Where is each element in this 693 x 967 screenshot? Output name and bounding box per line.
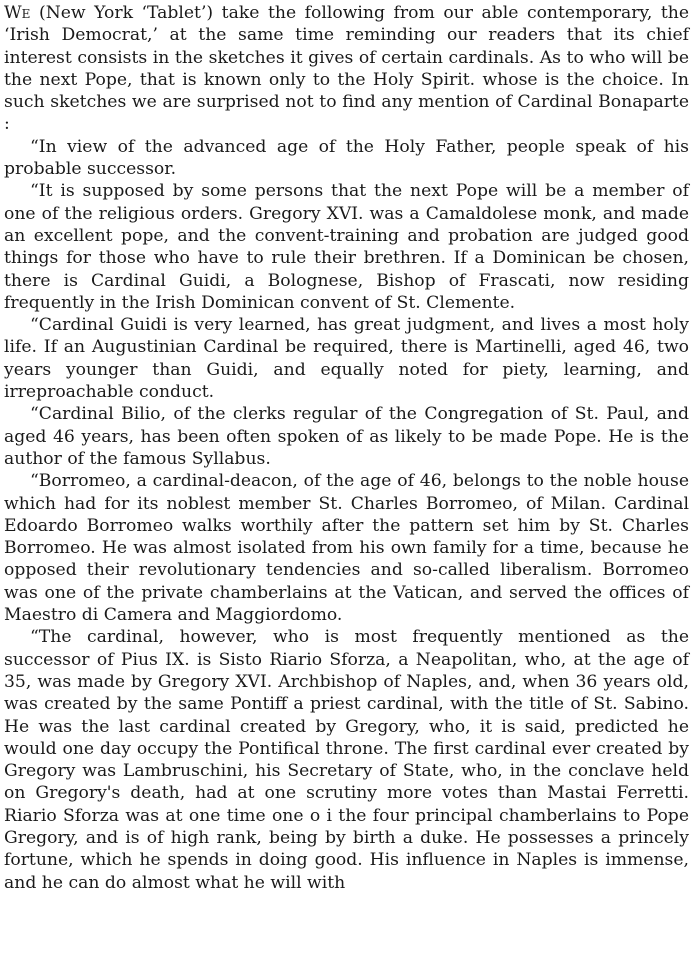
paragraph-religious-orders: “It is supposed by some persons that the next Pope will be a member of one of the religious orders. Gregory XVI. was a Camaldolese monk, and made an excellent pope, and the convent-training and probation are judged good things for those who have to rule their brethren. If a Dominican be chosen, there is Cardinal Guidi, a Bolognese, Bishop of Frascati, now residing frequently in the Irish Dominican convent of St. Clemente. — [4, 181, 689, 313]
intro-paragraph-text: (New York ‘Tablet’) take the following from our able contemporary, the ‘Irish Democrat,’ at the same time reminding our readers that its chief interest consists in the sketches it gives of certain cardinals. As to who will be the next Pope, that is known only to the Holy Spirit. whose is the choice. In such sketches we are surprised not to find any mention of Cardinal Bonaparte : — [4, 3, 689, 135]
paragraph-cardinal-guidi: “Cardinal Guidi is very learned, has great judgment, and lives a most holy life. If an Augustinian Cardinal be required, there is Martinelli, aged 46, two years younger than Guidi, and equally noted for piety, learning, and irreproachable conduct. — [4, 315, 689, 403]
intro-paragraph — [4, 2, 689, 136]
opening-smallcaps-word: We — [4, 3, 31, 23]
paragraph-riario-sforza: “The cardinal, however, who is most frequently mentioned as the successor of Pius IX. is Sisto Riario Sforza, a Neapolitan, who, at the age of 35, was made by Gregory XVI. Archbishop of Naples, and, when 36 years old, was created by the same Pontiff a priest cardinal, with the title of St. Sabino. He was the last cardinal created by Gregory, who, it is said, predicted he would one day occupy the Pontifical throne. The first cardinal ever created by Gregory was Lambruschini, his Secretary of State, who, in the conclave held on Gregory's death, had at one scrutiny more votes than Mastai Ferretti. Riario Sforza was at one time one o i the four principal chamberlains to Pope Gregory, and is of high rank, being by birth a duke. He possesses a princely fortune, which he spends in doing good. His influence in Naples is immense, and he can do almost what he will with — [4, 627, 689, 893]
paragraph-borromeo: “Borromeo, a cardinal-deacon, of the age of 46, belongs to the noble house which had for its noblest member St. Charles Borromeo, of Milan. Cardinal Edoardo Borromeo walks worthily after the pattern set him by St. Charles Borromeo. He was almost isolated from his own family for a time, because he opposed their revolutionary tendencies and so-called liberalism. Borromeo was one of the private chamberlains at the Vatican, and served the offices of Maestro di Camera and Maggiordomo. — [4, 471, 689, 626]
paragraph-cardinal-bilio: “Cardinal Bilio, of the clerks regular of the Congregation of St. Paul, and aged 46 years, has been often spoken of as likely to be made Pope. He is the author of the famous Syllabus. — [4, 404, 689, 469]
paragraph-holy-father: “In view of the advanced age of the Holy Father, people speak of his probable successor. — [4, 136, 689, 180]
